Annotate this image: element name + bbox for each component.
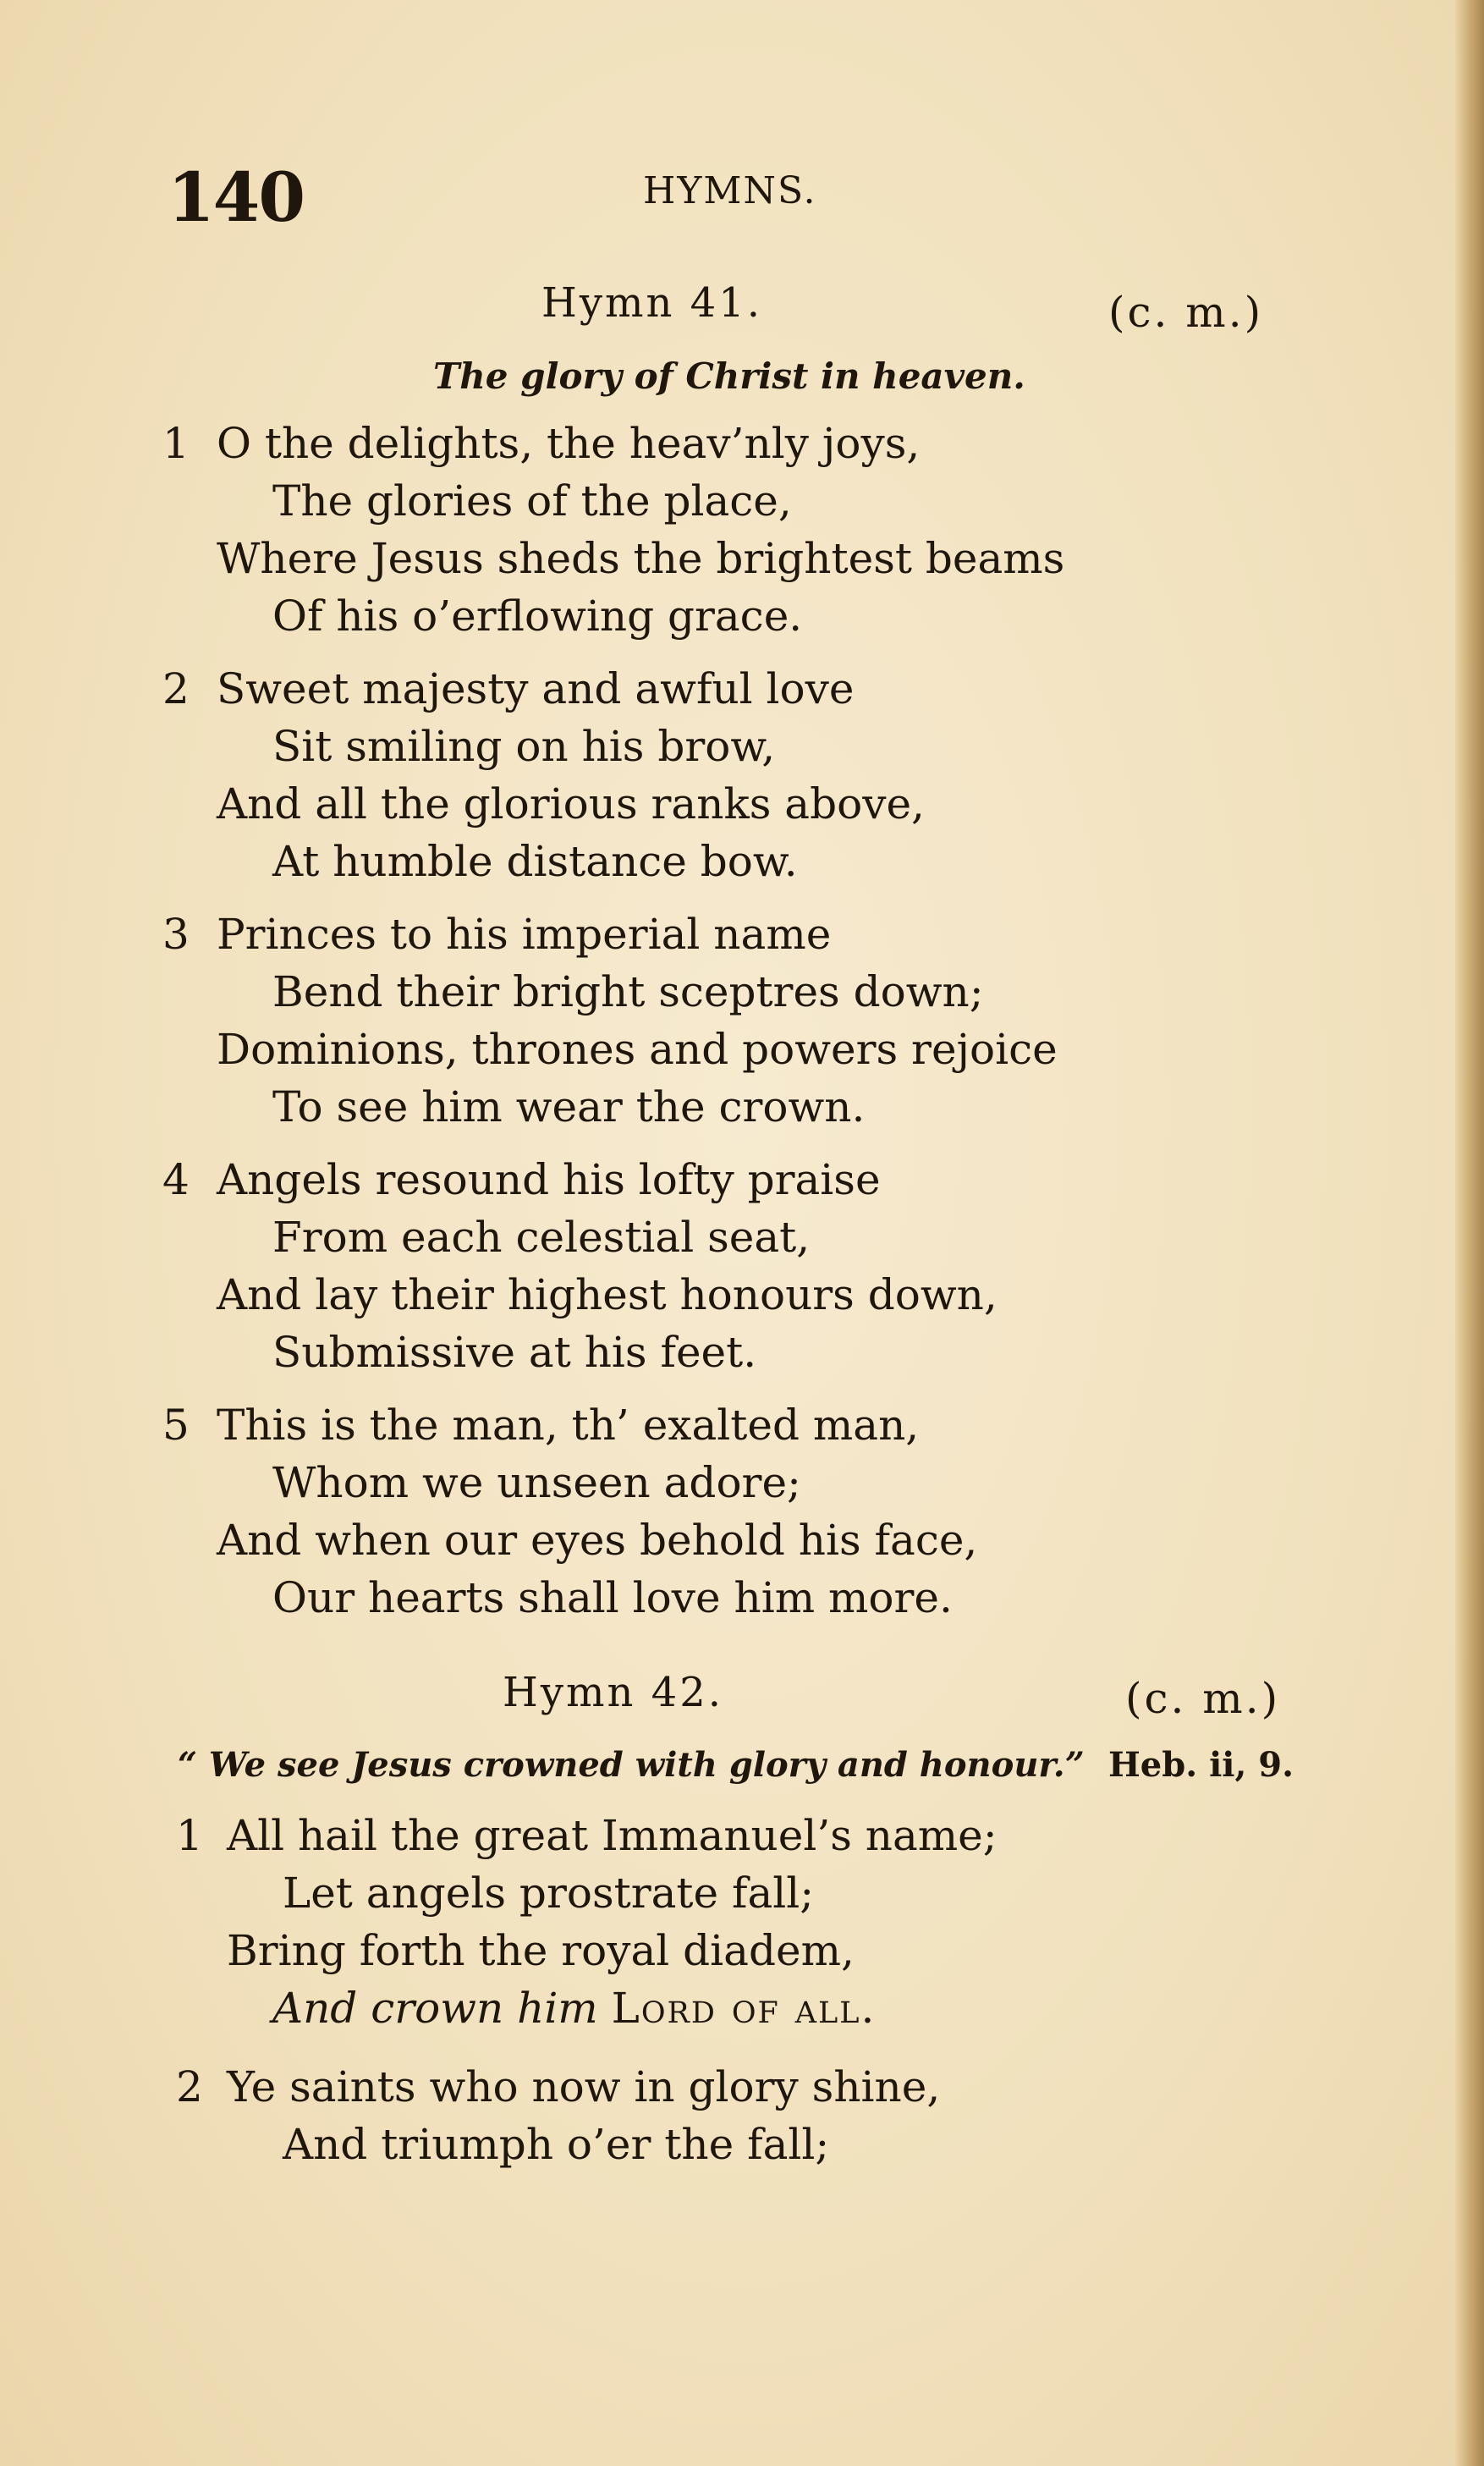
verse-line: And when our eyes behold his face, — [217, 1516, 978, 1565]
verse-line: This is the man, th’ exalted man, — [217, 1401, 920, 1450]
verse-line: At humble distance bow. — [272, 837, 798, 886]
verse-line: Submissive at his feet. — [272, 1328, 757, 1377]
hymn-41-subtitle: The glory of Christ in heaven. — [433, 355, 1025, 397]
stanza-number: 3 — [162, 910, 190, 959]
stanza-number: 1 — [176, 1811, 203, 1860]
hymn-42-title: Hymn 42. — [503, 1669, 723, 1716]
page-number: 140 — [168, 157, 304, 237]
page-edge — [1455, 0, 1484, 2466]
stanza-number: 1 — [162, 419, 190, 468]
refrain-italic-text: And crown him — [272, 1984, 598, 2033]
hymn-41-meter: (c. m.) — [1108, 288, 1264, 337]
verse-line: The glories of the place, — [272, 476, 792, 526]
verse-line: Angels resound his lofty praise — [217, 1155, 881, 1204]
verse-line: From each celestial seat, — [272, 1213, 811, 1262]
verse-line: And lay their highest honours down, — [217, 1270, 998, 1319]
verse-line: Dominions, thrones and powers rejoice — [217, 1025, 1058, 1074]
verse-line: And all the glorious ranks above, — [217, 779, 925, 828]
verse-line: Sweet majesty and awful love — [217, 664, 855, 713]
running-head: HYMNS. — [643, 169, 817, 212]
refrain-small-caps-text: Lord of all. — [611, 1984, 877, 2033]
hymn-42-meter: (c. m.) — [1125, 1674, 1281, 1723]
verse-line-refrain — [272, 1984, 876, 2033]
verse-line: Our hearts shall love him more. — [272, 1573, 953, 1622]
verse-line: Of his o’erflowing grace. — [272, 592, 803, 641]
verse-line: Sit smiling on his brow, — [272, 722, 776, 771]
verse-line: Ye saints who now in glory shine, — [227, 2062, 941, 2111]
verse-line: All hail the great Immanuel’s name; — [227, 1811, 998, 1860]
verse-line: Let angels prostrate fall; — [283, 1869, 815, 1918]
stanza-number: 2 — [162, 664, 190, 713]
stanza-number: 5 — [162, 1401, 190, 1450]
verse-line: Bend their bright sceptres down; — [272, 967, 984, 1016]
verse-line: O the delights, the heav’nly joys, — [217, 419, 921, 468]
verse-line: And triumph o’er the fall; — [283, 2120, 830, 2169]
verse-line: Princes to his imperial name — [217, 910, 832, 959]
stanza-number: 4 — [162, 1155, 190, 1204]
stanza-number: 2 — [176, 2062, 203, 2111]
verse-line: Where Jesus sheds the brightest beams — [217, 534, 1065, 583]
verse-line: Bring forth the royal diadem, — [227, 1926, 855, 1975]
verse-line: Whom we unseen adore; — [272, 1458, 801, 1507]
hymn-42-epigraph: “ We see Jesus crowned with glory and honour.” — [178, 1745, 1085, 1785]
hymn-42-scripture-reference: Heb. ii, 9. — [1108, 1745, 1294, 1785]
hymn-41-title: Hymn 41. — [541, 279, 762, 327]
verse-line: To see him wear the crown. — [272, 1082, 866, 1131]
